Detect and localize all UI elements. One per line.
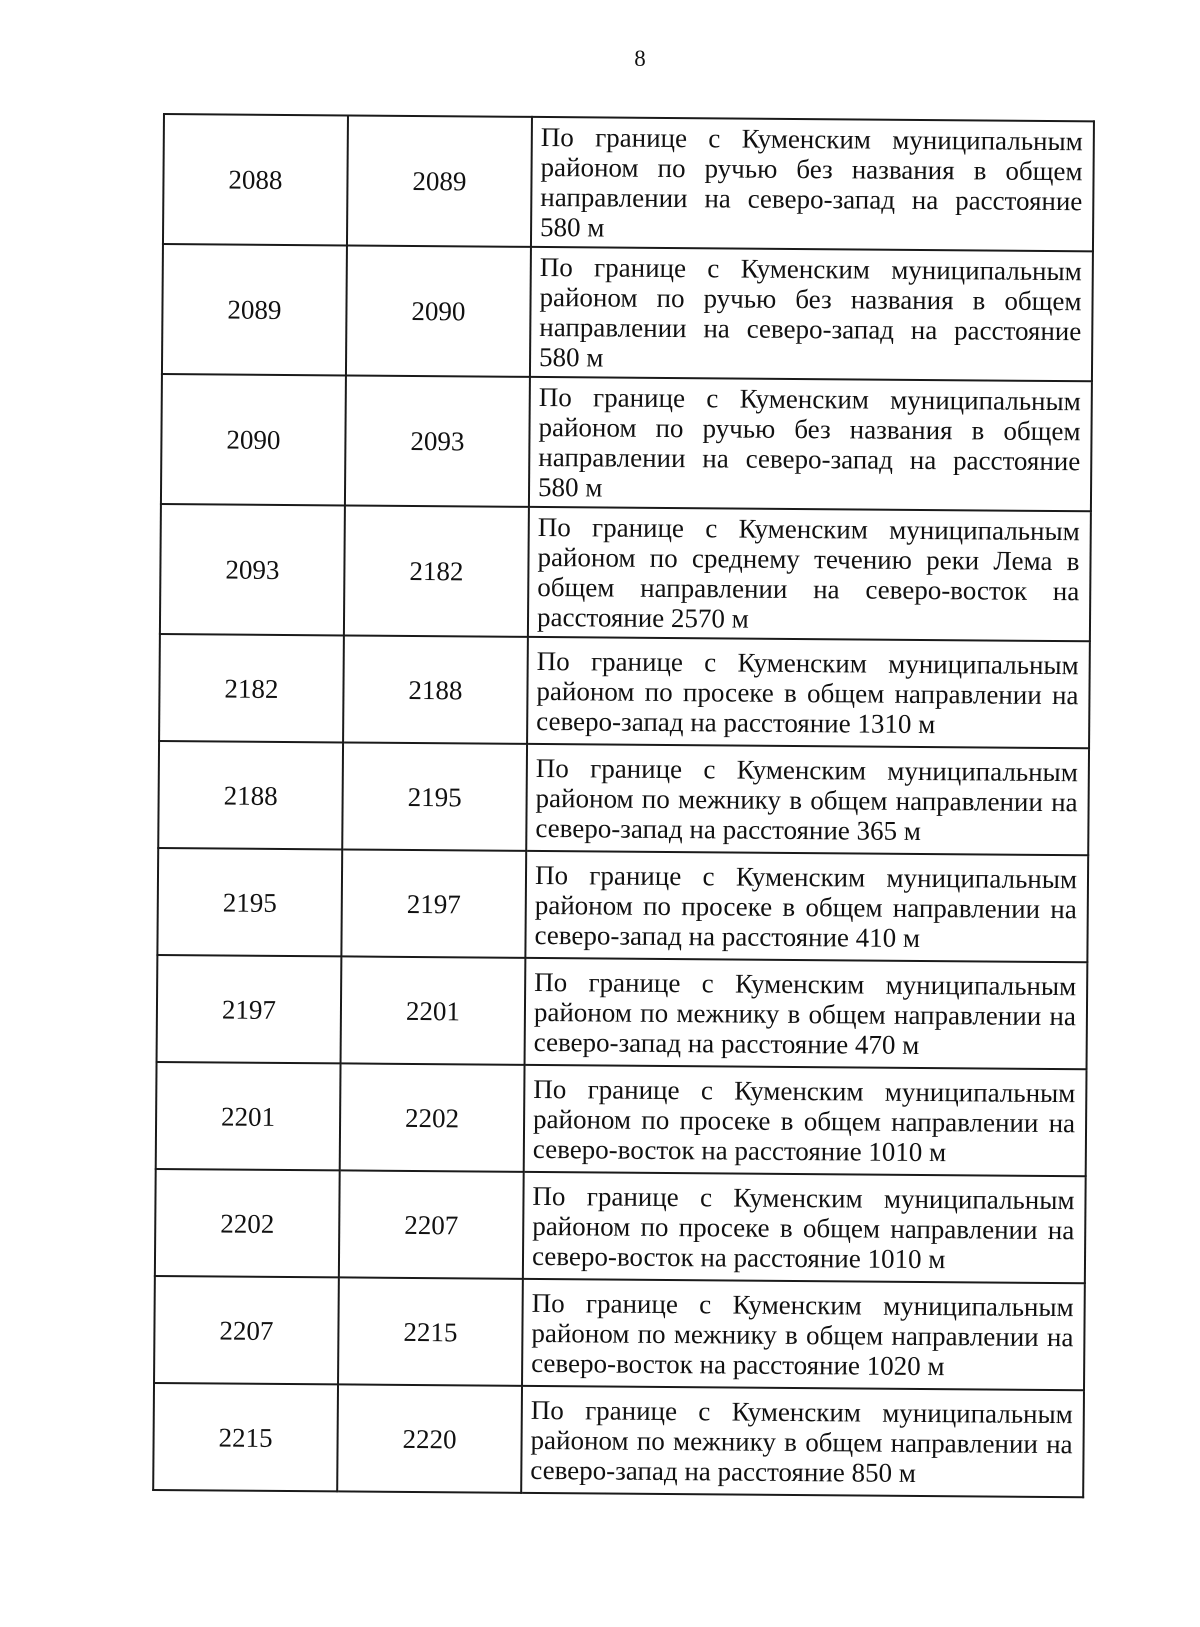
boundary-table — [152, 113, 1095, 1498]
to-point-cell: 2215 — [338, 1277, 523, 1385]
description-cell: По границе с Куменским муниципальным районом по межнику в общем направлении на северо-запад на расстояние 470 м — [525, 958, 1088, 1069]
from-point-cell: 2207 — [154, 1276, 339, 1384]
table-row — [153, 1383, 1084, 1497]
to-point-cell: 2188 — [343, 635, 528, 743]
page-number: 8 — [634, 46, 646, 71]
from-point-cell: 2215 — [153, 1383, 338, 1491]
to-point-cell: 2090 — [346, 245, 531, 376]
from-point-cell: 2182 — [159, 634, 344, 742]
from-point-cell: 2089 — [162, 244, 347, 375]
to-point-cell: 2195 — [342, 742, 527, 850]
table-row — [156, 1062, 1087, 1176]
description-cell: По границе с Куменским муниципальным районом по ручью без названия в общем направлении на северо-запад на расстояние 580 м — [530, 247, 1093, 381]
from-point-cell: 2188 — [158, 741, 343, 849]
from-point-cell: 2202 — [155, 1169, 340, 1277]
from-point-cell: 2197 — [157, 955, 342, 1063]
description-cell: По границе с Куменским муниципальным районом по межнику в общем направлении на северо-запад на расстояние 850 м — [521, 1386, 1084, 1497]
table-row — [158, 741, 1089, 855]
table-row — [154, 1276, 1085, 1390]
description-cell: По границе с Куменским муниципальным районом по просеке в общем направлении на северо-восток на расстояние 1010 м — [523, 1172, 1086, 1283]
to-point-cell: 2207 — [339, 1170, 524, 1278]
from-point-cell: 2088 — [163, 114, 348, 245]
table-row — [157, 955, 1088, 1069]
description-cell: По границе с Куменским муниципальным районом по межнику в общем направлении на северо-восток на расстояние 1020 м — [522, 1279, 1085, 1390]
description-cell: По границе с Куменским муниципальным районом по межнику в общем направлении на северо-запад на расстояние 365 м — [526, 744, 1089, 855]
table-row — [160, 504, 1091, 641]
to-point-cell: 2201 — [341, 956, 526, 1064]
description-cell: По границе с Куменским муниципальным районом по просеке в общем направлении на северо-запад на расстояние 1310 м — [527, 637, 1090, 748]
from-point-cell: 2093 — [160, 504, 345, 635]
from-point-cell: 2090 — [161, 374, 346, 505]
table-row — [157, 848, 1088, 962]
description-cell: По границе с Куменским муниципальным районом по ручью без названия в общем направлении на северо-запад на расстояние 580 м — [529, 377, 1092, 511]
from-point-cell: 2201 — [156, 1062, 341, 1170]
description-cell: По границе с Куменским муниципальным районом по ручью без названия в общем направлении на северо-запад на расстояние 580 м — [531, 117, 1094, 251]
table-row — [163, 114, 1094, 251]
table-row — [159, 634, 1090, 748]
from-point-cell: 2195 — [157, 848, 342, 956]
to-point-cell: 2089 — [347, 115, 532, 246]
to-point-cell: 2093 — [345, 375, 530, 506]
to-point-cell: 2182 — [344, 505, 529, 636]
description-cell: По границе с Куменским муниципальным районом по просеке в общем направлении на северо-восток на расстояние 1010 м — [524, 1065, 1087, 1176]
to-point-cell: 2202 — [340, 1063, 525, 1171]
to-point-cell: 2220 — [337, 1384, 522, 1492]
table-row — [155, 1169, 1086, 1283]
to-point-cell: 2197 — [341, 849, 526, 957]
description-cell: По границе с Куменским муниципальным районом по просеке в общем направлении на северо-запад на расстояние 410 м — [525, 851, 1088, 962]
description-cell: По границе с Куменским муниципальным районом по среднему течению реки Лема в общем направлении на северо-восток на расстояние 2570 м — [528, 507, 1091, 641]
table-row — [161, 374, 1092, 511]
table-row — [162, 244, 1093, 381]
